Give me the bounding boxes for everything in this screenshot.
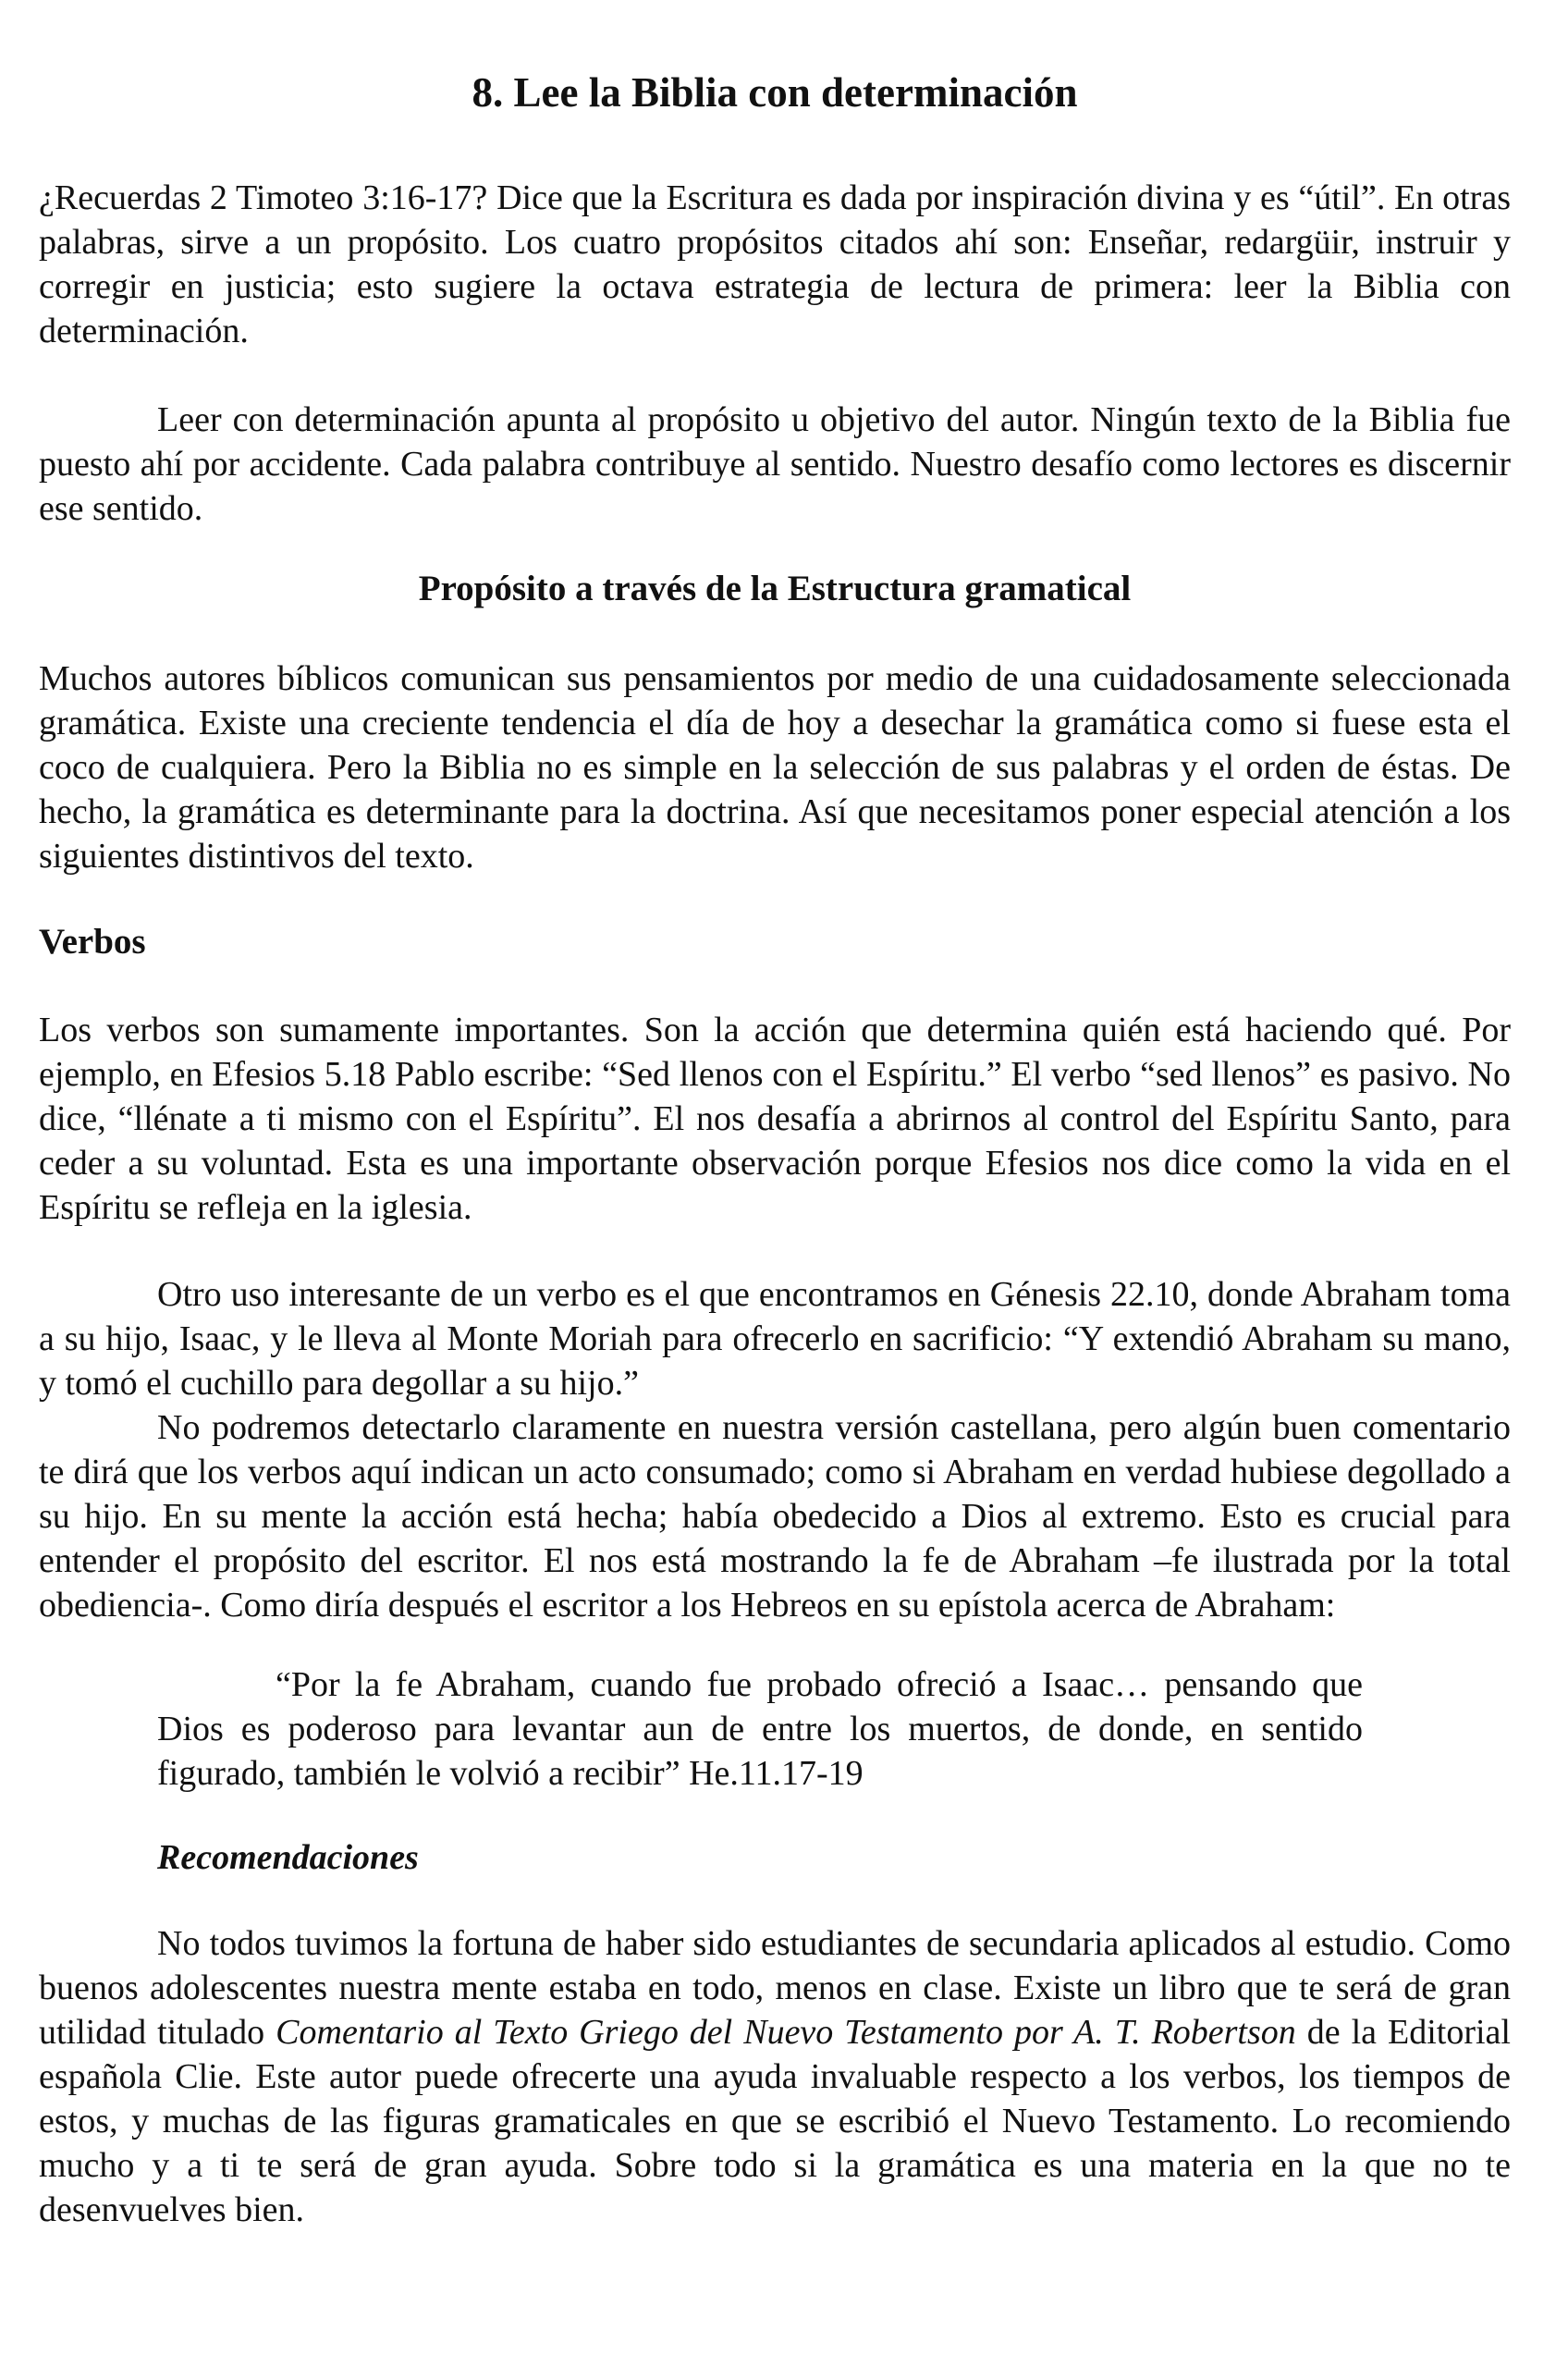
recommendations-paragraph <box>39 1921 1511 2232</box>
recommendations-heading: Recomendaciones <box>157 1838 419 1877</box>
quote-text: “Por la fe Abraham, cuando fue probado ofreció a Isaac… pensando que Dios es poderoso para levantar aun de entre los muertos, de donde, en sentido figurado, también le volvió a recibir” He.11.17-19 <box>157 1665 1363 1793</box>
intro-paragraph: ¿Recuerdas 2 Timoteo 3:16-17? Dice que la Escritura es dada por inspiración divina y es “útil”. En otras palabras, sirve a un propósito. Los cuatro propósitos citados ahí son: Enseñar, redargüir, instruir y corregir en justicia; esto sugiere la octava estrategia de lectura de primera: leer la Biblia con determinación. <box>39 178 1511 350</box>
reco-text-after: de la Editorial española Clie. Este autor puede ofrecerte una ayuda invaluable respecto a los verbos, los tiempos de estos, y muchas de las figuras gramaticales en que se escribió el Nuevo Testamento. Lo recomiendo mucho y a ti te será de gran ayuda. Sobre todo si la gramática es una materia en la que no te desenvuelves bien. <box>39 2013 1511 2229</box>
grammar-paragraph: Muchos autores bíblicos comunican sus pensamientos por medio de una cuidadosamente seleccionada gramática. Existe una creciente tendencia el día de hoy a desechar la gramática como si fuese esta el coco de cualquiera. Pero la Biblia no es simple en la selección de sus palabras y el orden de éstas. De hecho, la gramática es determinante para la doctrina. Así que necesitamos poner especial atención a los siguientes distintivos del texto. <box>39 659 1511 876</box>
verbs-paragraph: Los verbos son sumamente importantes. Son la acción que determina quién está haciendo qué. Por ejemplo, en Efesios 5.18 Pablo escribe: “Sed llenos con el Espíritu.” El verbo “sed llenos” es pasivo. No dice, “llénate a ti mismo con el Espíritu”. El nos desafía a abrirnos al control del Espíritu Santo, para ceder a su voluntad. Esta es una importante observación porque Efesios nos dice como la vida en el Espíritu se refleja en la iglesia. <box>39 1011 1511 1227</box>
verbs-heading: Verbos <box>39 922 146 962</box>
chapter-title: 8. Lee la Biblia con determinación <box>472 69 1078 116</box>
book-title: Comentario al Texto Griego del Nuevo Testamento por A. T. Robertson <box>276 2013 1296 2052</box>
section-subheading: Propósito a través de la Estructura gramatical <box>418 569 1132 608</box>
determination-paragraph: Leer con determinación apunta al propósito u objetivo del autor. Ningún texto de la Biblia fue puesto ahí por accidente. Cada palabra contribuye al sentido. Nuestro desafío como lectores es discernir ese sentido. <box>39 400 1511 528</box>
hebrews-quote <box>157 1662 1363 1796</box>
genesis-paragraph: Otro uso interesante de un verbo es el que encontramos en Génesis 22.10, donde Abraham toma a su hijo, Isaac, y le lleva al Monte Moriah para ofrecerlo en sacrificio: “Y extendió Abraham su mano, y tomó el cuchillo para degollar a su hijo.” <box>39 1275 1511 1403</box>
version-paragraph: No podremos detectarlo claramente en nuestra versión castellana, pero algún buen comentario te dirá que los verbos aquí indican un acto consumado; como si Abraham en verdad hubiese degollado a su hijo. En su mente la acción está hecha; había obedecido a Dios al extremo. Esto es crucial para entender el propósito del escritor. El nos está mostrando la fe de Abraham –fe ilustrada por la total obediencia-. Como diría después el escritor a los Hebreos en su epístola acerca de Abraham: <box>39 1408 1511 1625</box>
reco-text-before: No todos tuvimos la fortuna de haber sido estudiantes de secundaria aplicados al estudio. Como buenos adolescentes nuestra mente estaba en todo, menos en clase. Existe un libro que te será de gran utilidad titulado <box>39 1924 1511 2052</box>
